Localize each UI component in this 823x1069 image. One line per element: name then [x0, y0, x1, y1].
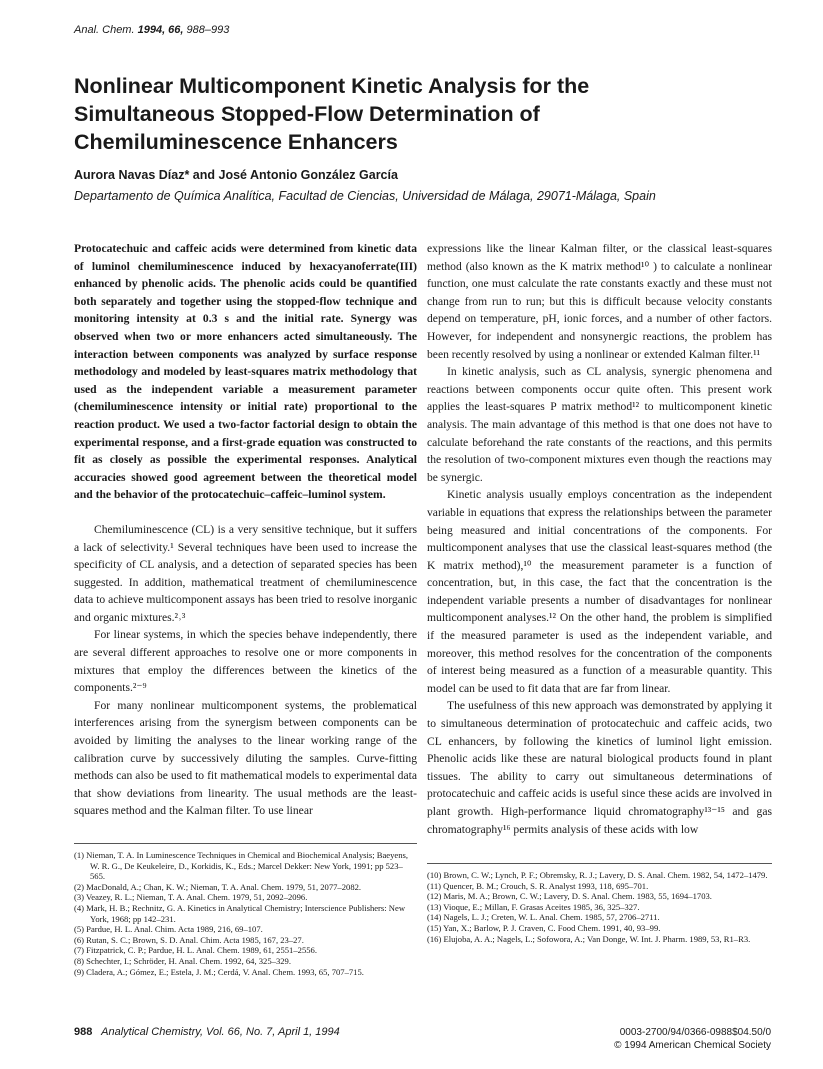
journal-abbrev: Anal. Chem. — [74, 24, 135, 36]
reference-item: (10) Brown, C. W.; Lynch, P. F.; Obremsky, R. J.; Lavery, D. S. Anal. Chem. 1982, 54, 1472–1479. — [427, 870, 768, 880]
copyright: © 1994 American Chemical Society — [614, 1040, 771, 1051]
page-range: 988–993 — [186, 24, 230, 36]
reference-item: (9) Cladera, A.; Gómez, E.; Estela, J. M.; Cerdá, V. Anal. Chem. 1993, 65, 707–715. — [74, 966, 364, 977]
year-volume: 1994, 66, — [137, 24, 184, 36]
left-column — [74, 240, 417, 820]
right-column — [427, 240, 772, 838]
reference-item: (6) Rutan, S. C.; Brown, S. D. Anal. Chim. Acta 1985, 167, 23–27. — [74, 934, 304, 945]
reference-item: (12) Maris, M. A.; Brown, C. W.; Lavery, D. S. Anal. Chem. 1983, 55, 1694–1703. — [427, 891, 712, 902]
article-code: 0003-2700/94/0366-0988$04.50/0 — [619, 1027, 771, 1038]
page-footer — [74, 1026, 340, 1038]
reference-item: (8) Schechter, I.; Schröder, H. Anal. Chem. 1992, 64, 325–329. — [74, 955, 291, 966]
reference-item: (1) Nieman, T. A. In Luminescence Techniques in Chemical and Biochemical Analysis; Baeyens, W. R. G., De Keukeleire, D., Korkidis, K., Eds.; Marcel Dekker: New York, 1991; pp 523–565. — [74, 850, 408, 882]
running-head — [74, 24, 229, 36]
body-paragraph: Chemiluminescence (CL) is a very sensitive technique, but it suffers a lack of selectivity.¹ Several techniques have been used to increase the specificity of CL analysis, and a detection of separated species has been suggested. In addition, mathematical treatment of chemiluminescence data to achieve multicomponent assays has been tried to resolve inorganic and organic mixtures.²˒³ — [74, 522, 417, 624]
affiliation: Departamento de Química Analítica, Facultad de Ciencias, Universidad de Málaga, 29071-Málaga, Spain — [74, 189, 656, 203]
body-paragraph: For many nonlinear multicomponent systems, the problematical interferences arising from the synergism between components can be avoided by limiting the analyses to the linear working range of the calibration curve by successively diluting the samples. Curve-fitting methods can also be used to fit mathematical models to experimental data that show deviations from linearity. The usual methods are the least-squares method and the Kalman filter. To use linear — [74, 698, 417, 818]
author-list: Aurora Navas Díaz* and José Antonio González García — [74, 168, 398, 182]
reference-list-right — [427, 863, 772, 944]
reference-list-left — [74, 843, 417, 977]
reference-item: (5) Pardue, H. L. Anal. Chim. Acta 1989, 216, 69–107. — [74, 924, 263, 935]
body-paragraph: In kinetic analysis, such as CL analysis, synergic phenomena and reactions between components occur quite often. This present work applies the least-squares P matrix method¹² to multicomponent kinetic analysis. The main advantage of this method is that one does not have to calculate beforehand the rate constants of the reactions, and this permits the resolution of two-component mixtures even though the reactions may be synergic. — [427, 365, 772, 484]
reference-item: (14) Nagels, L. J.; Creten, W. L. Anal. Chem. 1985, 57, 2706–2711. — [427, 912, 660, 923]
page-number: 988 — [74, 1026, 93, 1038]
reference-item: (3) Veazey, R. L.; Nieman, T. A. Anal. Chem. 1979, 51, 2092–2096. — [74, 892, 308, 903]
reference-item: (7) Fitzpatrick, C. P.; Pardue, H. L. Anal. Chem. 1989, 61, 2551–2556. — [74, 945, 317, 956]
reference-item: (15) Yan, X.; Barlow, P. J. Craven, C. Food Chem. 1991, 40, 93–99. — [427, 922, 661, 933]
article-title: Nonlinear Multicomponent Kinetic Analysis for the Simultaneous Stopped-Flow Determination of Chemiluminescence Enhancers — [74, 74, 590, 154]
journal-issue: Analytical Chemistry, Vol. 66, No. 7, April 1, 1994 — [101, 1026, 340, 1038]
body-paragraph: expressions like the linear Kalman filter, or the classical least-squares method (also known as the K matrix method¹⁰ ) to calculate a nonlinear function, one must calculate the rate constants exactly and these must not change from run to run; but this is difficult because velocity constants depend on temperature, pH, ionic forces, and a number of other factors. However, for independent and nonsynergic reactions, the problem has been recently resolved by using a nonlinear or extended Kalman filter.¹¹ — [427, 242, 772, 361]
body-paragraph: The usefulness of this new approach was demonstrated by applying it to simultaneous determination of protocatechuic and caffeic acids, two CL enhancers, by following the kinetics of luminol light emission. Phenolic acids like these are natural biological products found in plant tissues. The ability to carry out simultaneous determinations of protocatechuic and caffeic acids is useful since these acids are involved in plant growth. High-performance liquid chromatography¹³⁻¹⁵ and gas chromatography¹⁶ permits analysis of these acids with low — [427, 699, 772, 836]
body-paragraph: Kinetic analysis usually employs concentration as the independent variable in equations that express the relationships between the parameter being measured and initial concentrations of the components. For multicomponent analyses that use the classical least-squares method (the K matrix method),¹⁰ the measurement parameter is a function of concentration, but, in this case, the fact that the concentration is the independent variable presents a number of disadvantages for nonlinear multicomponent analyses.¹² On the other hand, the problem is simplified if the measured parameter is used as the independent variable, and moreover, this method resolves for the concentration of the components of interest being measured as a function of a measurable quantity. This model can be used to fit data that are far from linear. — [427, 488, 772, 695]
reference-item: (13) Vioque, E.; Millan, F. Grasas Aceites 1985, 36, 325–327. — [427, 901, 640, 912]
reference-item: (11) Quencer, B. M.; Crouch, S. R. Analyst 1993, 118, 695–701. — [427, 880, 649, 891]
reference-item: (2) MacDonald, A.; Chan, K. W.; Nieman, T. A. Anal. Chem. 1979, 51, 2077–2082. — [74, 881, 362, 892]
reference-item: (4) Mark, H. B.; Rechnitz, G. A. Kinetics in Analytical Chemistry; Interscience Publishers: New York, 1968; pp 142–231. — [74, 902, 406, 924]
body-paragraph: For linear systems, in which the species behave independently, there are several different approaches to resolve one or more components in mixtures that employ the differences between the kinetics of the components.²⁻⁹ — [74, 628, 417, 695]
abstract: Protocatechuic and caffeic acids were determined from kinetic data of luminol chemiluminescence induced by hexacyanoferrate(III) enhanced by phenolic acids. The phenolic acids could be quantified both separately and together using the stopped-flow technique and monitoring intensity at 0.3 s and the initial rate. Synergy was observed when two or more enhancers acted simultaneously. The interaction between components was analyzed by surface response methodology and modeled by least-squares matrix methodology that used as the independent variable a measurement parameter (chemiluminescence intensity or initial rate) proportional to the reaction product. We used a two-factor factorial design to obtain the experimental response, and a first-grade equation was constructed to fit as closely as possible the experimental responses. Analytical accuracies showed good agreement between the theoretical model and the behavior of the protocatechuic–caffeic–luminol system. — [74, 242, 417, 502]
reference-item: (16) Elujoba, A. A.; Nagels, L.; Sofowora, A.; Van Donge, W. Int. J. Pharm. 1989, 53, R1–R3. — [427, 933, 751, 944]
publisher-info — [614, 1026, 771, 1052]
